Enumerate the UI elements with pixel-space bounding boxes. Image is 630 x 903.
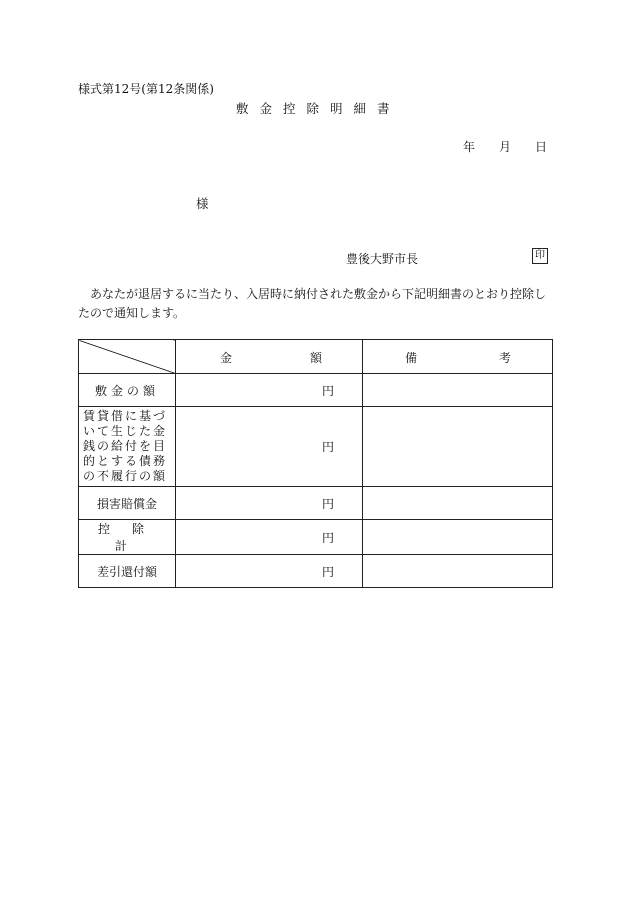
row-amount-deduction-total bbox=[176, 520, 363, 555]
deduction-table bbox=[78, 339, 553, 588]
row-label-refund: 差引還付額 bbox=[79, 555, 176, 588]
header-note bbox=[363, 340, 553, 374]
row-note-refund bbox=[363, 555, 553, 588]
row-amount-damages bbox=[176, 487, 363, 520]
addressee-suffix: 様 bbox=[196, 196, 209, 211]
table-row bbox=[79, 407, 553, 487]
form-number: 様式第12号(第12条関係) bbox=[78, 82, 214, 96]
row-note-deposit bbox=[363, 374, 553, 407]
table-row bbox=[79, 520, 553, 555]
yen-unit: 円 bbox=[321, 530, 334, 545]
date-month: 月 bbox=[499, 140, 512, 154]
notice-text: あなたが退居するに当たり、入居時に納付された敷金から下記明細書のとおり控除したので通知します。 bbox=[78, 287, 547, 320]
date-day: 日 bbox=[535, 140, 548, 154]
row-amount-default-debt bbox=[176, 407, 363, 487]
yen-unit: 円 bbox=[321, 564, 334, 579]
header-note-char-1: 備 bbox=[405, 351, 418, 365]
issuer-name: 豊後大野市長 bbox=[346, 252, 419, 266]
yen-unit: 円 bbox=[321, 383, 334, 398]
header-amount-char-2: 額 bbox=[310, 351, 323, 365]
row-note-damages bbox=[363, 487, 553, 520]
date-line bbox=[463, 138, 547, 155]
table-row bbox=[79, 555, 553, 588]
row-amount-deposit bbox=[176, 374, 363, 407]
yen-unit: 円 bbox=[321, 496, 334, 511]
row-label-deduction-total: 控除計 bbox=[79, 520, 176, 555]
header-amount bbox=[176, 340, 363, 374]
table-row bbox=[79, 487, 553, 520]
header-amount-char-1: 金 bbox=[220, 351, 233, 365]
row-note-deduction-total bbox=[363, 520, 553, 555]
row-note-default-debt bbox=[363, 407, 553, 487]
seal-mark: 印 bbox=[532, 248, 548, 264]
row-label-default-debt: 賃貸借に基づいて生じた金銭の給付を目的とする債務の不履行の額 bbox=[79, 407, 176, 487]
row-amount-refund bbox=[176, 555, 363, 588]
row-label-deposit: 敷金の額 bbox=[79, 374, 176, 407]
table-row bbox=[79, 374, 553, 407]
table-header-row bbox=[79, 340, 553, 374]
header-diagonal-cell bbox=[79, 340, 176, 374]
date-year: 年 bbox=[463, 140, 476, 154]
document-title: 敷金控除明細書 bbox=[236, 101, 401, 116]
header-note-char-2: 考 bbox=[499, 351, 512, 365]
row-label-damages: 損害賠償金 bbox=[79, 487, 176, 520]
yen-unit: 円 bbox=[321, 440, 334, 454]
